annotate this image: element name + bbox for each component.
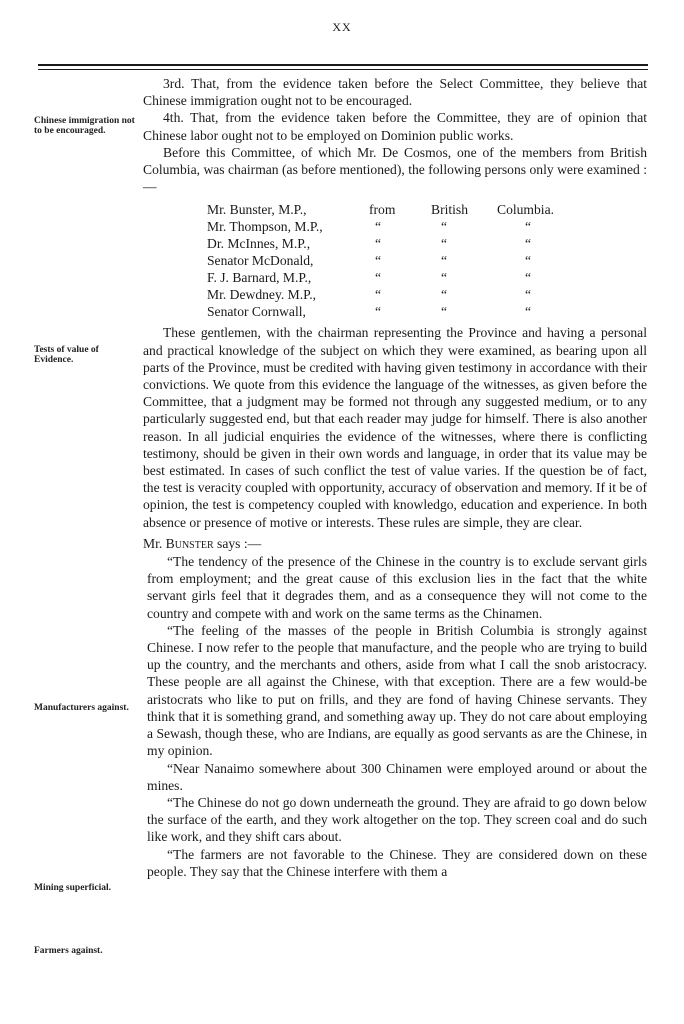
quote-servant-girls: “The tendency of the presence of the Chinese in the country is to exclude servant girls from employment; and the great cause of this exclusion lies in the fact that the white servant girls feel that it degrades them, and as a consequence they will not come to the country and compete with and work on the same terms as the Chinamen. <box>147 554 647 621</box>
witness-col-2: “ <box>441 304 448 320</box>
speaker-heading <box>143 535 647 552</box>
witness-row <box>207 286 581 303</box>
witness-row <box>207 303 581 320</box>
paragraph-tests-of-evidence: These gentlemen, with the chairman representing the Province and having a personal and practical knowledge of the subject on which they were examined, as bearing upon all parts of the Province, must be credited with having given testimony in accordance with their convictions. We quote from this evidence the language of the witnesses, as given before the Committee, that a judgment may be formed not through any suggested medium, or to any particularly suggested end, but that each reader may judge for himself. There is also another reason. In all judicial enquiries the evidence of the witnesses, where there is conflicting testimony, should be given in their own words and language, in order that its value may be best estimated. In cases of such conflict the test of value varies. If the question be of fact, the test is veracity coupled with opportunity, accuracy of observation and memory. If it be of opinion, the test is competency coupled with knowledgo, education and experience. In both absence or presence of motive or interests. These rules are simple, they are clear. <box>143 325 647 530</box>
witness-name: Senator Cornwall, <box>207 304 306 320</box>
witness-row <box>207 269 581 286</box>
witness-col-2: “ <box>441 236 448 252</box>
page-number: XX <box>332 20 352 34</box>
witness-col-3: “ <box>525 253 532 269</box>
witness-col-3: “ <box>525 270 532 286</box>
quote-nanaimo: “Near Nanaimo somewhere about 300 Chinamen were employed around or about the mines. <box>147 760 647 793</box>
header-rule-thin <box>38 69 648 70</box>
paragraph-fourth-resolution: 4th. That, from the evidence taken before the Committee, they are of opinion that Chinese labor ought not to be employed on Dominion public works. <box>143 110 647 143</box>
witness-name: Mr. Bunster, M.P., <box>207 202 307 218</box>
witness-col-1: “ <box>375 219 382 235</box>
witness-name: Mr. Thompson, M.P., <box>207 219 323 235</box>
quote-feeling-of-masses: “The feeling of the masses of the people in British Columbia is strongly against Chinese. I now refer to the people that manufacture, and the people who are trying to build up the country, and the merchants and others, aside from what I call the snob aristocracy. These people are all against the Chinese, with that exception. There are a few would-be aristocrats who like to put on frills, and they are fond of having Chinese servants. They think that it is something grand, and something away up. They do not care about employing a Sewash, though these, who are Indians, are equally as good servants as are the Chinese, in my opinion. <box>147 622 647 759</box>
side-note-mining: Mining superficial. <box>34 883 112 893</box>
witness-name: Senator McDonald, <box>207 253 314 269</box>
witness-col-1: “ <box>375 253 382 269</box>
side-note-tests-of-value: Tests of value of Evidence. <box>34 345 99 365</box>
witness-row <box>207 218 581 235</box>
witness-col-1: “ <box>375 236 382 252</box>
witness-name: F. J. Barnard, M.P., <box>207 270 312 286</box>
side-note-manufacturers: Manufacturers against. <box>34 703 129 713</box>
witness-row <box>207 252 581 269</box>
witness-name: Mr. Dewdney. M.P., <box>207 287 317 303</box>
quote-mining: “The Chinese do not go down underneath the ground. They are afraid to go down below the surface of the earth, and they work altogether on the top. They screen coal and do such like work, and they shift cars about. <box>147 794 647 845</box>
header-rule-thick <box>38 64 648 66</box>
witness-col-1: from <box>369 202 396 218</box>
witness-row <box>207 201 581 218</box>
witness-row <box>207 235 581 252</box>
main-text <box>143 75 647 880</box>
witness-col-2: “ <box>441 270 448 286</box>
witness-col-2: “ <box>441 253 448 269</box>
witness-col-2: British <box>431 202 469 218</box>
witness-col-3: “ <box>525 304 532 320</box>
speaker-name: Bunster <box>165 535 214 551</box>
witness-col-2: “ <box>441 287 448 303</box>
side-note-chinese-immigration: Chinese immigration not to be encouraged. <box>34 116 135 136</box>
witness-col-3: Columbia. <box>497 202 555 218</box>
speaker-suffix: says :— <box>213 535 262 551</box>
witness-name: Dr. McInnes, M.P., <box>207 236 311 252</box>
witness-list <box>207 201 581 320</box>
paragraph-committee-intro: Before this Committee, of which Mr. De Cosmos, one of the members from British Columbia, was chairman (as before mentioned), the following persons only were examined :— <box>143 144 647 195</box>
witness-col-1: “ <box>375 287 382 303</box>
side-note-farmers: Farmers against. <box>34 946 103 956</box>
paragraph-third-resolution: 3rd. That, from the evidence taken before the Select Committee, they believe that Chinese immigration ought not to be encouraged. <box>143 76 647 109</box>
witness-col-2: “ <box>441 219 448 235</box>
witness-col-1: “ <box>375 270 382 286</box>
witness-col-3: “ <box>525 236 532 252</box>
witness-col-1: “ <box>375 304 382 320</box>
speaker-prefix: Mr. <box>143 535 166 551</box>
witness-col-3: “ <box>525 219 532 235</box>
witness-col-3: “ <box>525 287 532 303</box>
quote-farmers: “The farmers are not favorable to the Chinese. They are considered down on these people. They say that the Chinese interfere with them a <box>147 846 647 879</box>
